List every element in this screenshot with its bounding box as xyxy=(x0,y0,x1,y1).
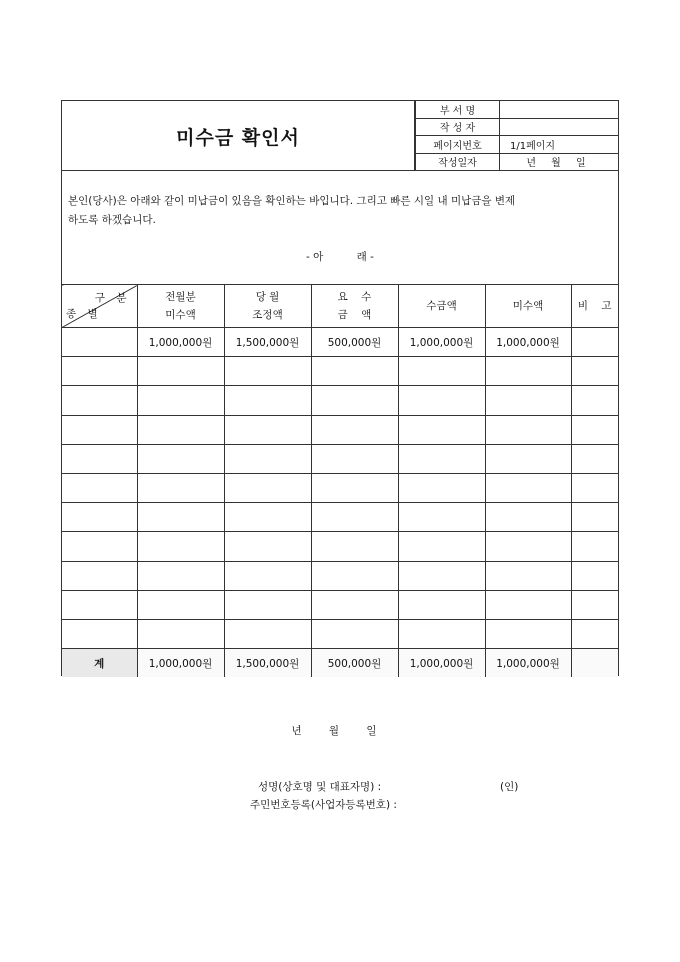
meta-table xyxy=(415,101,618,171)
table-cell xyxy=(398,415,485,444)
meta-label-author: 작 성 자 xyxy=(416,118,500,136)
table-cell xyxy=(137,590,224,619)
table-cell xyxy=(311,532,398,561)
table-cell xyxy=(571,590,618,619)
table-cell xyxy=(224,503,311,532)
corner-header-top: 구 분 xyxy=(94,292,131,304)
col-header-line1: 비 고 xyxy=(577,300,612,312)
total-cell: 계 xyxy=(62,649,137,678)
table-cell xyxy=(571,619,618,648)
total-cell: 1,000,000원 xyxy=(137,649,224,678)
table-cell xyxy=(571,532,618,561)
table-row xyxy=(62,561,618,590)
table-cell xyxy=(398,386,485,415)
col-header-line1: 수금액 xyxy=(426,300,457,312)
meta-label-page: 페이지번호 xyxy=(416,136,500,154)
table-cell xyxy=(62,415,137,444)
meta-value-dept xyxy=(500,101,619,118)
table-cell xyxy=(311,619,398,648)
corner-header xyxy=(62,285,137,328)
table-cell xyxy=(571,415,618,444)
table-cell xyxy=(398,532,485,561)
table-cell xyxy=(224,619,311,648)
table-cell xyxy=(485,532,571,561)
seal-mark: (인) xyxy=(500,781,519,793)
ahrae-label: - 아 래 - xyxy=(306,251,374,263)
total-cell: 1,000,000원 xyxy=(485,649,571,678)
table-cell xyxy=(485,444,571,473)
col-header-unpaid xyxy=(485,285,571,328)
total-cell xyxy=(571,649,618,678)
table-cell xyxy=(571,561,618,590)
meta-value-page: 1/1페이지 xyxy=(500,136,619,154)
meta-row xyxy=(416,118,619,136)
table-cell xyxy=(571,444,618,473)
table-cell xyxy=(62,590,137,619)
corner-header-bottom: 종 별 xyxy=(66,308,102,320)
col-header-line2: 미수액 xyxy=(165,309,196,321)
col-header-adjustment xyxy=(224,285,311,328)
table-cell xyxy=(62,328,137,357)
table-cell xyxy=(224,473,311,502)
table-cell xyxy=(311,444,398,473)
meta-row xyxy=(416,101,619,118)
title-area xyxy=(62,101,415,171)
document-frame xyxy=(61,100,619,676)
table-cell xyxy=(62,619,137,648)
table-cell xyxy=(311,503,398,532)
table-cell xyxy=(311,561,398,590)
table-row xyxy=(62,532,618,561)
table-cell xyxy=(137,532,224,561)
table-row xyxy=(62,444,618,473)
table-cell xyxy=(311,415,398,444)
table-cell xyxy=(224,590,311,619)
table-row xyxy=(62,473,618,502)
table-cell xyxy=(62,561,137,590)
table-cell xyxy=(62,444,137,473)
table-cell xyxy=(62,473,137,502)
footer-date: 년 월 일 xyxy=(291,725,389,737)
table-cell xyxy=(137,503,224,532)
table-cell xyxy=(485,561,571,590)
table-cell xyxy=(398,444,485,473)
table-cell xyxy=(311,590,398,619)
table-cell xyxy=(485,619,571,648)
table-row xyxy=(62,590,618,619)
table-cell xyxy=(398,619,485,648)
table-cell: 1,500,000원 xyxy=(224,328,311,357)
table-cell xyxy=(137,415,224,444)
total-row xyxy=(62,649,618,678)
table-cell xyxy=(137,561,224,590)
table-cell: 1,000,000원 xyxy=(485,328,571,357)
meta-label-date: 작성일자 xyxy=(416,153,500,171)
table-cell xyxy=(62,357,137,386)
total-cell: 500,000원 xyxy=(311,649,398,678)
table-cell xyxy=(485,590,571,619)
table-row xyxy=(62,503,618,532)
table-cell xyxy=(224,444,311,473)
table-cell xyxy=(398,503,485,532)
table-cell xyxy=(571,328,618,357)
col-header-remarks xyxy=(571,285,618,328)
table-body xyxy=(62,328,618,678)
col-header-line1: 미수액 xyxy=(512,300,544,312)
table-cell xyxy=(62,503,137,532)
table-cell xyxy=(137,619,224,648)
table-cell xyxy=(571,473,618,502)
col-header-line2: 금 액 xyxy=(337,309,372,321)
table-cell xyxy=(485,386,571,415)
table-row xyxy=(62,357,618,386)
meta-label-dept: 부 서 명 xyxy=(416,101,500,118)
table-cell xyxy=(311,473,398,502)
table-cell xyxy=(398,357,485,386)
table-cell xyxy=(311,386,398,415)
table-cell xyxy=(485,473,571,502)
receivables-table xyxy=(62,284,618,677)
table-cell: 500,000원 xyxy=(311,328,398,357)
statement-line-1: 본인(당사)은 아래와 같이 미납금이 있음을 확인하는 바입니다. 그리고 빠른 시일 내 미납금을 변제 xyxy=(68,195,516,207)
table-cell xyxy=(62,532,137,561)
table-row xyxy=(62,619,618,648)
table-cell xyxy=(137,386,224,415)
col-header-collected xyxy=(398,285,485,328)
meta-row xyxy=(416,153,619,171)
meta-value-date: 년 월 일 xyxy=(500,153,619,171)
table-cell xyxy=(137,357,224,386)
col-header-prev-unpaid xyxy=(137,285,224,328)
statement-line-2: 하도록 하겠습니다. xyxy=(68,214,156,226)
col-header-line1: 당 월 xyxy=(255,291,280,303)
table-cell xyxy=(311,357,398,386)
total-cell: 1,500,000원 xyxy=(224,649,311,678)
table-cell xyxy=(485,415,571,444)
id-label: 주민번호등록(사업자등록번호) : xyxy=(250,799,397,811)
table-cell xyxy=(571,386,618,415)
col-header-line1: 요 수 xyxy=(337,291,372,303)
table-cell xyxy=(571,357,618,386)
col-header-amount-due xyxy=(311,285,398,328)
table-cell xyxy=(137,444,224,473)
table-row xyxy=(62,415,618,444)
table-cell xyxy=(224,415,311,444)
table-cell xyxy=(224,532,311,561)
table-cell xyxy=(398,590,485,619)
table-cell xyxy=(485,357,571,386)
table-row xyxy=(62,386,618,415)
document-title: 미수금 확인서 xyxy=(176,127,300,149)
col-header-line1: 전월분 xyxy=(165,291,196,303)
col-header-line2: 조정액 xyxy=(252,309,283,321)
table-header-row xyxy=(62,285,618,328)
table-cell xyxy=(224,386,311,415)
table-cell: 1,000,000원 xyxy=(137,328,224,357)
table-cell xyxy=(398,473,485,502)
signer-label: 성명(상호명 및 대표자명) : xyxy=(258,781,382,793)
total-cell: 1,000,000원 xyxy=(398,649,485,678)
table-cell xyxy=(224,357,311,386)
table-cell xyxy=(137,473,224,502)
table-cell xyxy=(571,503,618,532)
table-cell xyxy=(62,386,137,415)
table-row xyxy=(62,328,618,357)
table-cell: 1,000,000원 xyxy=(398,328,485,357)
table-cell xyxy=(398,561,485,590)
meta-value-author xyxy=(500,118,619,136)
table-cell xyxy=(485,503,571,532)
table-cell xyxy=(224,561,311,590)
meta-row xyxy=(416,136,619,154)
